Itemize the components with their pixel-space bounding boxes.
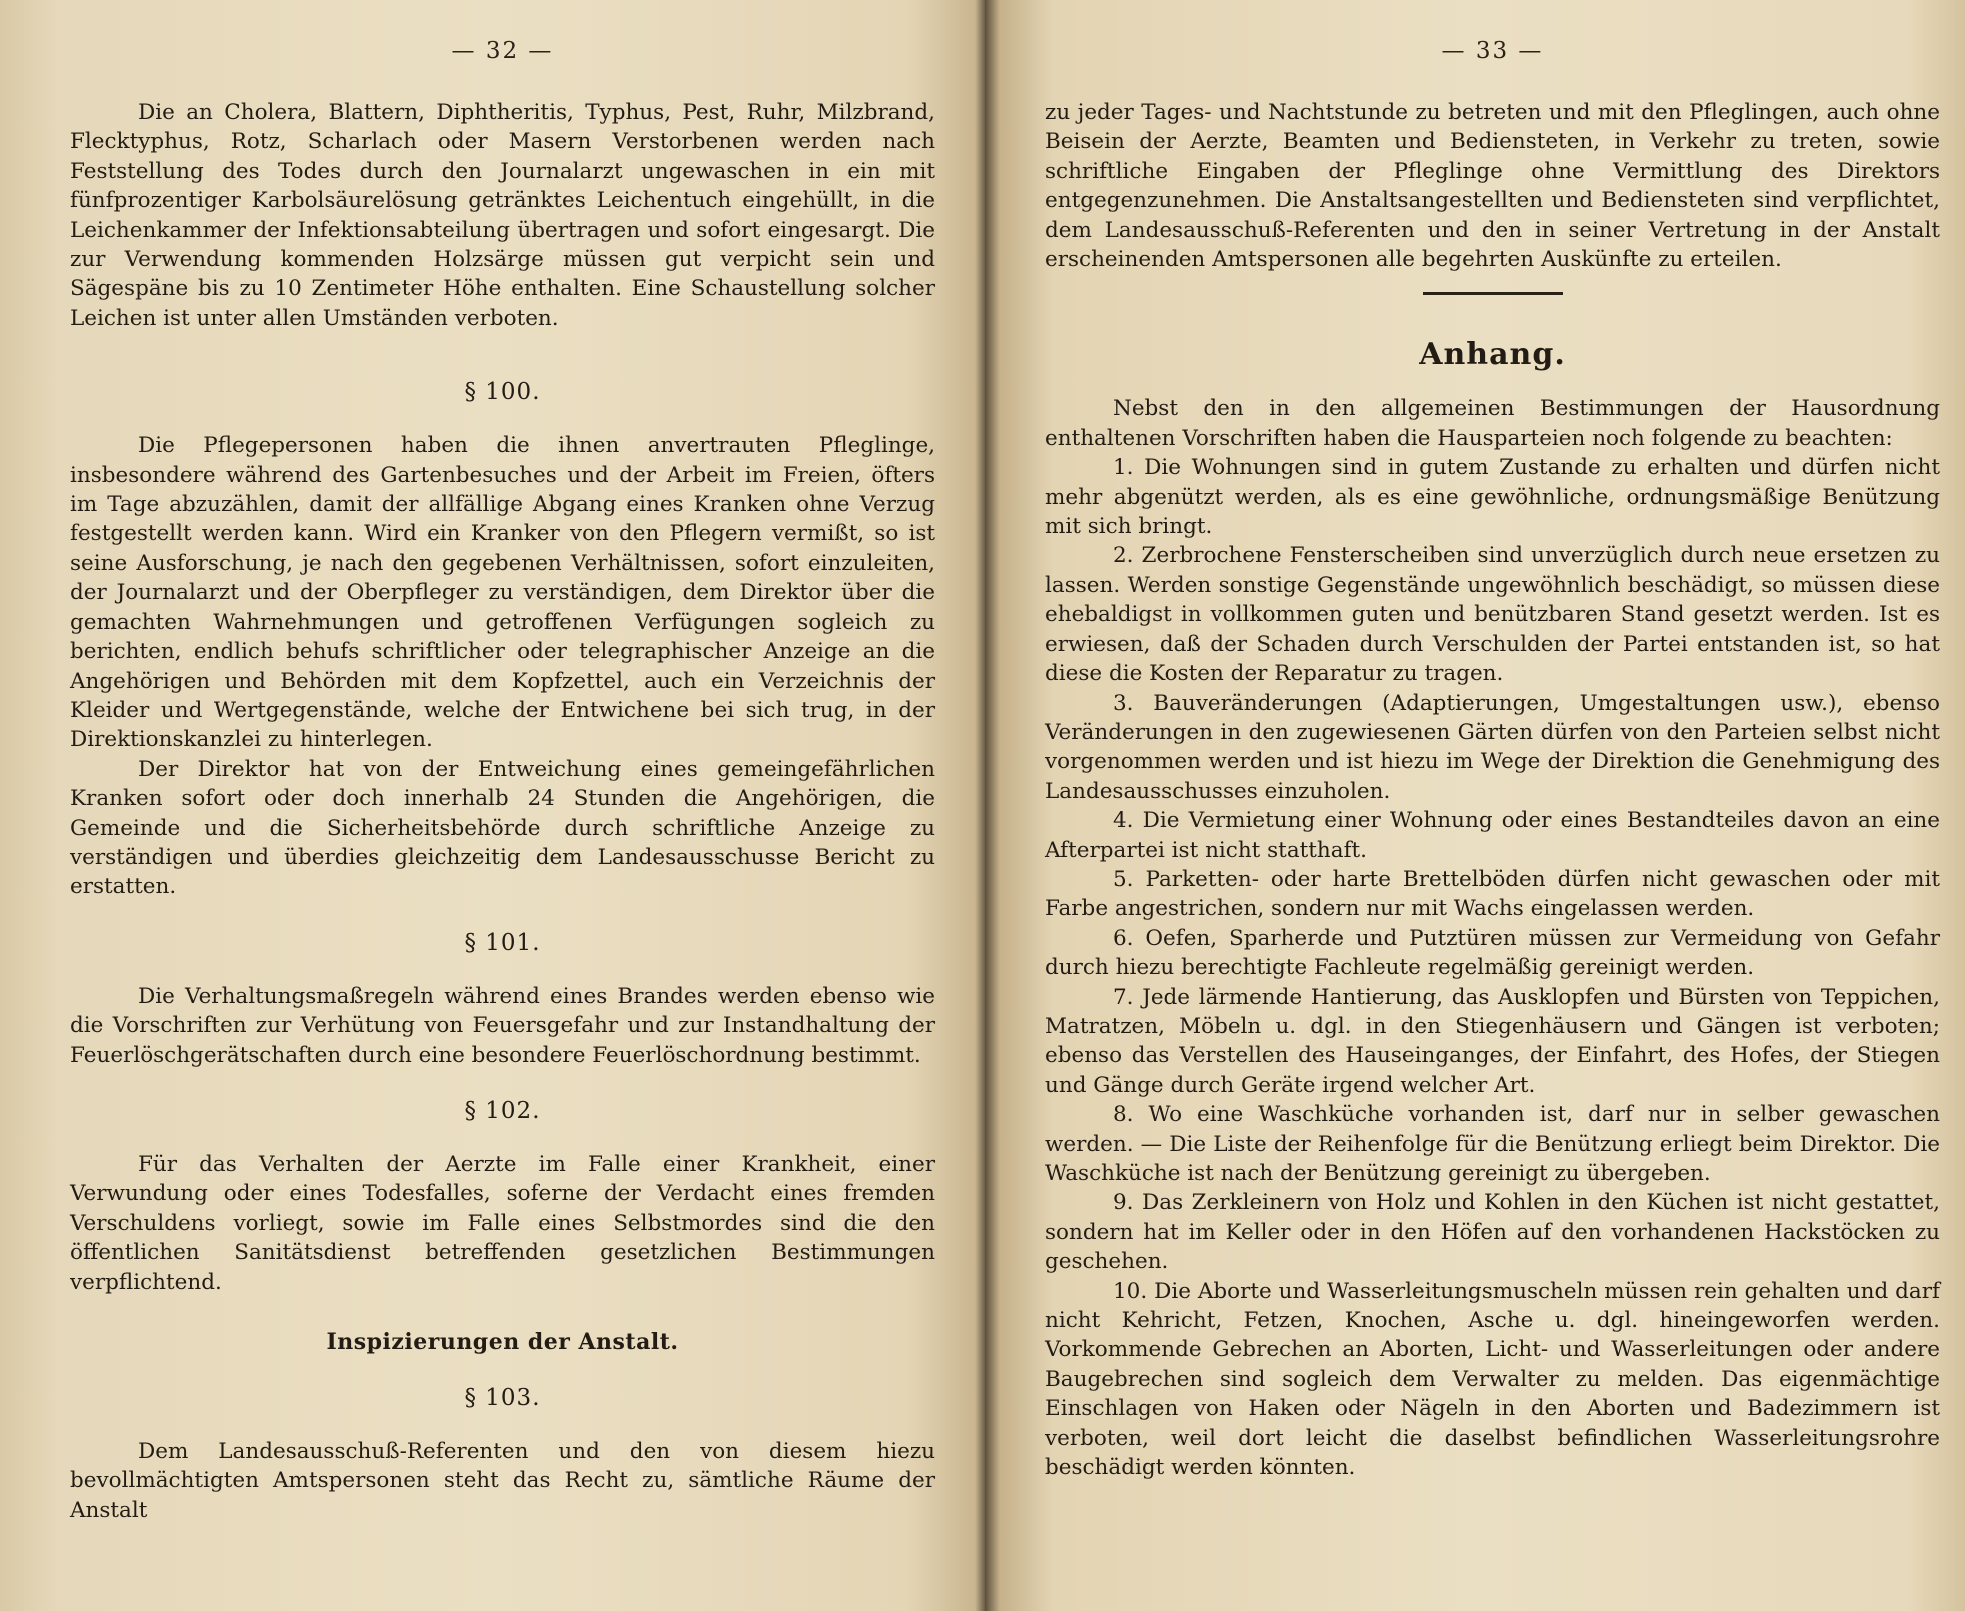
list-item: 2. Zerbrochene Fensterscheiben sind unverzüglich durch neue ersetzen zu lassen. Werden sonstige Gegenstände ungewöhnlich beschädigt, so müssen diese ehebaldigst in vollkommen guten und benützbaren Stand gesetzt werden. Ist es erwiesen, daß der Schaden durch Verschulden der Partei entstanden ist, so hat diese die Kosten der Reparatur zu tragen. bbox=[1045, 543, 1940, 687]
page-number-left: — 32 — bbox=[451, 38, 554, 64]
list-item: 8. Wo eine Waschküche vorhanden ist, darf nur in selber gewaschen werden. — Die Liste der Reihenfolge für die Benützung erliegt beim Direktor. Die Waschküche ist nach der Benützung gereinigt zu übergeben. bbox=[1045, 1102, 1940, 1186]
list-item: 7. Jede lärmende Hantierung, das Ausklopfen und Bürsten von Teppichen, Matratzen, Möbeln u. dgl. in den Stiegenhäusern und Gängen ist verboten; ebenso das Verstellen des Hauseinganges, der Einfahrt, des Hofes, der Stiegen und Gänge durch Geräte irgend welcher Art. bbox=[1045, 984, 1940, 1098]
paragraph-100a: Die Pflegepersonen haben die ihnen anvertrauten Pfleglinge, insbesondere während des Gartenbesuches und der Arbeit im Freien, öfters im Tage abzuzählen, damit der allfällige Abgang eines Kranken ohne Verzug festgestellt werden kann. Wird ein Kranker von den Pflegern vermißt, so ist seine Ausforschung, je nach den gegebenen Verhältnissen, sofort einzuleiten, der Journalarzt und der Oberpfleger zu verständigen, dem Direktor über die gemachten Wahrnehmungen und getroffenen Verfügungen sogleich zu berichten, endlich behufs schriftlicher oder telegraphischer Anzeige an die Angehörigen und Behörden mit dem Kopfzettel, auch ein Verzeichnis der Kleider und Wertgegenstände, welche der Entwichene bei sich trug, in der Direktionskanzlei zu hinterlegen. bbox=[70, 433, 935, 753]
paragraph-102: Für das Verhalten der Aerzte im Falle einer Krankheit, einer Verwundung oder eines Todesfalles, soferne der Verdacht eines fremden Verschuldens vorliegt, sowie im Falle eines Selbstmordes sind die den öffentlichen Sanitätsdienst betreffenden gesetzlichen Bestimmungen verpflichtend. bbox=[70, 1151, 935, 1295]
list-item: 5. Parketten- oder harte Brettelböden dürfen nicht gewaschen oder mit Farbe angestrichen, sondern nur mit Wachs eingelassen werden. bbox=[1045, 866, 1940, 922]
list-item: 3. Bauveränderungen (Adaptierungen, Umgestaltungen usw.), ebenso Veränderungen in den zugewiesenen Gärten dürfen von den Parteien selbst nicht vorgenommen werden und ist hiezu im Wege der Direktion die Genehmigung des Landesausschusses einzuholen. bbox=[1045, 690, 1940, 804]
list-item: 9. Das Zerkleinern von Holz und Kohlen in den Küchen ist nicht gestattet, sondern hat im Keller oder in den Höfen auf den vorhandenen Hackstöcken zu geschehen. bbox=[1045, 1190, 1940, 1275]
anhang-heading: Anhang. bbox=[1419, 337, 1566, 373]
list-item: 10. Die Aborte und Wasserleitungsmuscheln müssen rein gehalten und darf nicht Kehricht, Fetzen, Knochen, Asche u. dgl. hineingeworfen werden. Vorkommende Gebrechen an Aborten, Licht- und Wasserleitungen oder andere Baugebrechen sind sogleich dem Verwalter zu melden. Das eigenmächtige Einschlagen von Haken oder Nägeln in den Aborten und Badezimmern ist verboten, weil dort leicht die daselbst befindlichen Wasserleitungsrohre beschädigt werden könnten. bbox=[1045, 1278, 1940, 1481]
right-page bbox=[985, 0, 1965, 1611]
section-101-heading: § 101. bbox=[464, 929, 541, 956]
paragraph-continuation: zu jeder Tages- und Nachtstunde zu betreten und mit den Pfleglingen, auch ohne Beisein der Aerzte, Beamten und Bediensteten, in Verkehr zu treten, sowie schriftliche Eingaben der Pfleglinge ohne Vermittlung des Direktors entgegenzunehmen. Die Anstaltsangestellten und Bediensteten sind verpflichtet, dem Landesausschuß-Referenten und den in seiner Vertretung in der Anstalt erscheinenden Amtspersonen alle begehrten Auskünfte zu erteilen. bbox=[1045, 100, 1940, 273]
list-item: 4. Die Vermietung einer Wohnung oder eines Bestandteiles davon an eine Afterpartei ist nicht statthaft. bbox=[1045, 808, 1940, 863]
section-100-heading: § 100. bbox=[464, 379, 541, 406]
divider-rule bbox=[1423, 292, 1563, 295]
section-102-heading: § 102. bbox=[464, 1097, 541, 1124]
page-number-right: — 33 — bbox=[1441, 38, 1544, 64]
list-item: 1. Die Wohnungen sind in gutem Zustande zu erhalten und dürfen nicht mehr abgenützt werden, als es eine gewöhnliche, ordnungsmäßige Benützung mit sich bringt. bbox=[1045, 455, 1940, 540]
paragraph-101: Die Verhaltungsmaßregeln während eines Brandes werden ebenso wie die Vorschriften zur Verhütung von Feuersgefahr und zur Instandhaltung der Feuerlöschgerätschaften durch eine besondere Feuerlöschordnung bestimmt. bbox=[70, 983, 935, 1068]
list-item: 6. Oefen, Sparherde und Putztüren müssen zur Vermeidung von Gefahr durch hiezu berechtigte Fachleute regelmäßig gereinigt werden. bbox=[1045, 925, 1940, 981]
anhang-intro: Nebst den in den allgemeinen Bestimmungen der Hausordnung enthaltenen Vorschriften haben die Hausparteien noch folgende zu beachten: bbox=[1045, 396, 1940, 451]
section-103-heading: § 103. bbox=[464, 1385, 541, 1411]
paragraph-103: Dem Landesausschuß-Referenten und den von diesem hiezu bevollmächtigten Amtspersonen steht das Recht zu, sämtliche Räume der Anstalt bbox=[70, 1439, 935, 1523]
inspections-heading: Inspizierungen der Anstalt. bbox=[326, 1329, 679, 1355]
paragraph-100b: Der Direktor hat von der Entweichung eines gemeingefährlichen Kranken sofort oder doch innerhalb 24 Stunden die Angehörigen, die Gemeinde und die Sicherheitsbehörde durch schriftliche Anzeige zu verständigen und überdies gleichzeitig dem Landesausschusse Bericht zu erstatten. bbox=[70, 756, 935, 900]
paragraph-cholera: Die an Cholera, Blattern, Diphtheritis, Typhus, Pest, Ruhr, Milzbrand, Flecktyphus, Rotz, Scharlach oder Masern Verstorbenen werden nach Feststellung des Todes durch den Journalarzt ungewaschen in ein mit fünfprozentiger Karbolsäurelösung getränktes Leichentuch eingehüllt, in die Leichenkammer der Infektionsabteilung übertragen und sofort eingesargt. Die zur Verwendung kommenden Holzsärge müssen gut verpicht sein und Sägespäne bis zu 10 Zentimeter Höhe enthalten. Eine Schaustellung solcher Leichen ist unter allen Umständen verboten. bbox=[70, 100, 935, 331]
